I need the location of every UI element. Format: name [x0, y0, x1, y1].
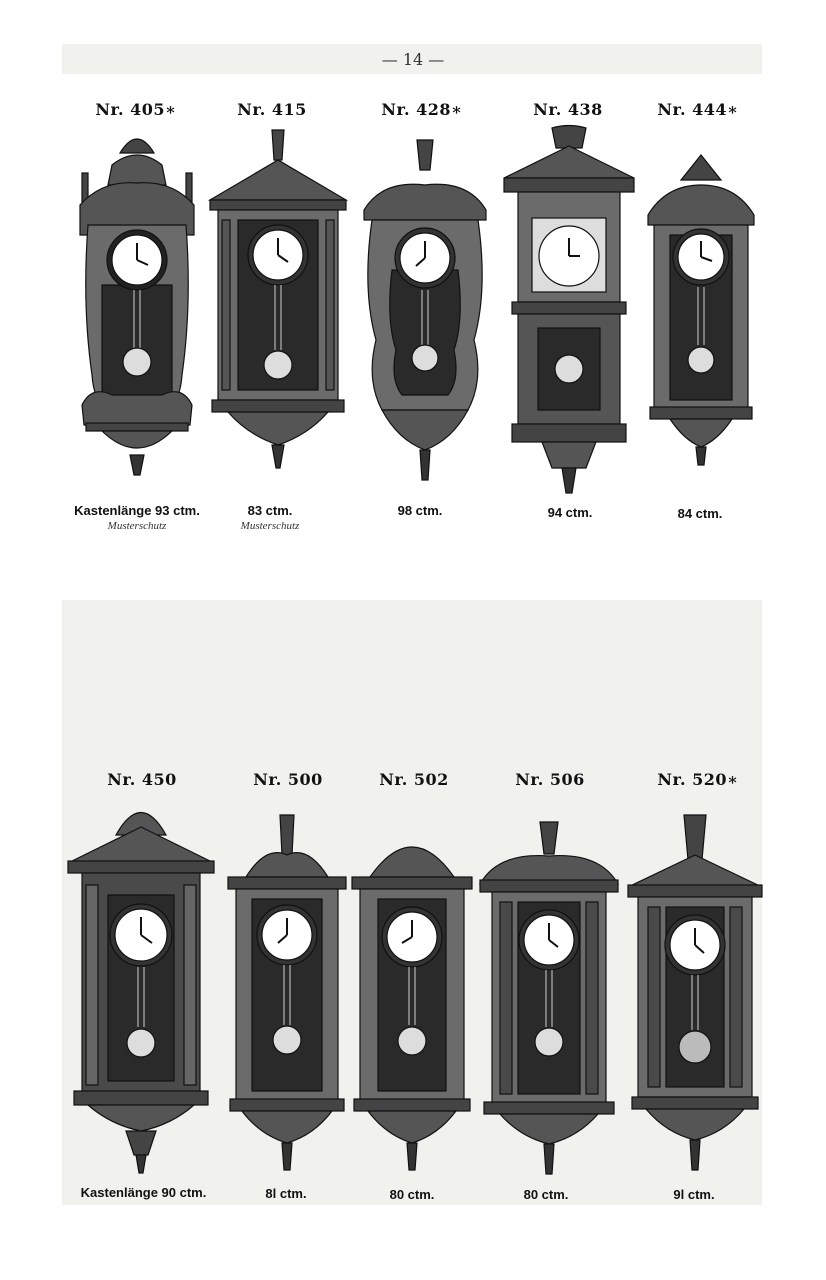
- clock-520-caption: 9l ctm.: [673, 1187, 715, 1202]
- clock-450-caption: Kastenlänge 90 ctm.: [80, 1185, 207, 1200]
- clock-415-illustration: [208, 130, 348, 475]
- clock-444-caption: 84 ctm.: [677, 506, 723, 521]
- clock-438-illustration: [502, 128, 636, 498]
- clock-450-illustration: [66, 795, 216, 1175]
- clock-502-caption: 80 ctm.: [389, 1187, 435, 1202]
- clock-405-note: Musterschutz: [107, 520, 167, 532]
- clock-405-caption: Kastenlänge 93 ctm.: [74, 503, 200, 518]
- clock-444-title-cell: [648, 100, 748, 119]
- clock-506-title-cell: [500, 770, 600, 789]
- clock-444-title: Nr. 444: [657, 100, 728, 119]
- clock-506-title: Nr. 506: [515, 770, 585, 789]
- clock-428-title: Nr. 428: [381, 100, 452, 119]
- clock-520-title-cell: [648, 770, 748, 789]
- clock-405-illustration: [72, 125, 202, 485]
- clock-438-title-cell: [518, 100, 618, 119]
- clock-405-title: Nr. 405: [95, 100, 166, 119]
- star-icon: ∗: [727, 100, 739, 119]
- clock-500-caption: 8l ctm.: [265, 1186, 307, 1201]
- clock-428-illustration: [362, 140, 488, 485]
- clock-506-caption: 80 ctm.: [523, 1187, 569, 1202]
- clock-444-illustration: [646, 155, 756, 470]
- clock-438-title: Nr. 438: [533, 100, 603, 119]
- clock-450-title-cell: [92, 770, 192, 789]
- clock-500-illustration: [226, 815, 348, 1180]
- clock-506-illustration: [478, 822, 620, 1182]
- clock-450-title: Nr. 450: [107, 770, 177, 789]
- clock-502-title-cell: [364, 770, 464, 789]
- clock-500-title: Nr. 500: [253, 770, 323, 789]
- clock-428-title-cell: [372, 100, 472, 119]
- clock-520-title: Nr. 520: [657, 770, 728, 789]
- clock-502-illustration: [350, 825, 474, 1180]
- clock-415-caption: 83 ctm.: [247, 503, 293, 518]
- clock-415-title: Nr. 415: [237, 100, 307, 119]
- clock-428-caption: 98 ctm.: [397, 503, 443, 518]
- star-icon: ∗: [451, 100, 463, 119]
- clock-415-note: Musterschutz: [240, 520, 300, 532]
- clock-502-title: Nr. 502: [379, 770, 449, 789]
- page-number: — 14 —: [381, 50, 445, 69]
- clock-405-title-cell: [86, 100, 186, 119]
- clock-438-caption: 94 ctm.: [547, 505, 593, 520]
- clock-415-title-cell: [222, 100, 322, 119]
- clock-520-illustration: [626, 815, 764, 1180]
- star-icon: ∗: [727, 770, 739, 789]
- clock-500-title-cell: [238, 770, 338, 789]
- star-icon: ∗: [165, 100, 177, 119]
